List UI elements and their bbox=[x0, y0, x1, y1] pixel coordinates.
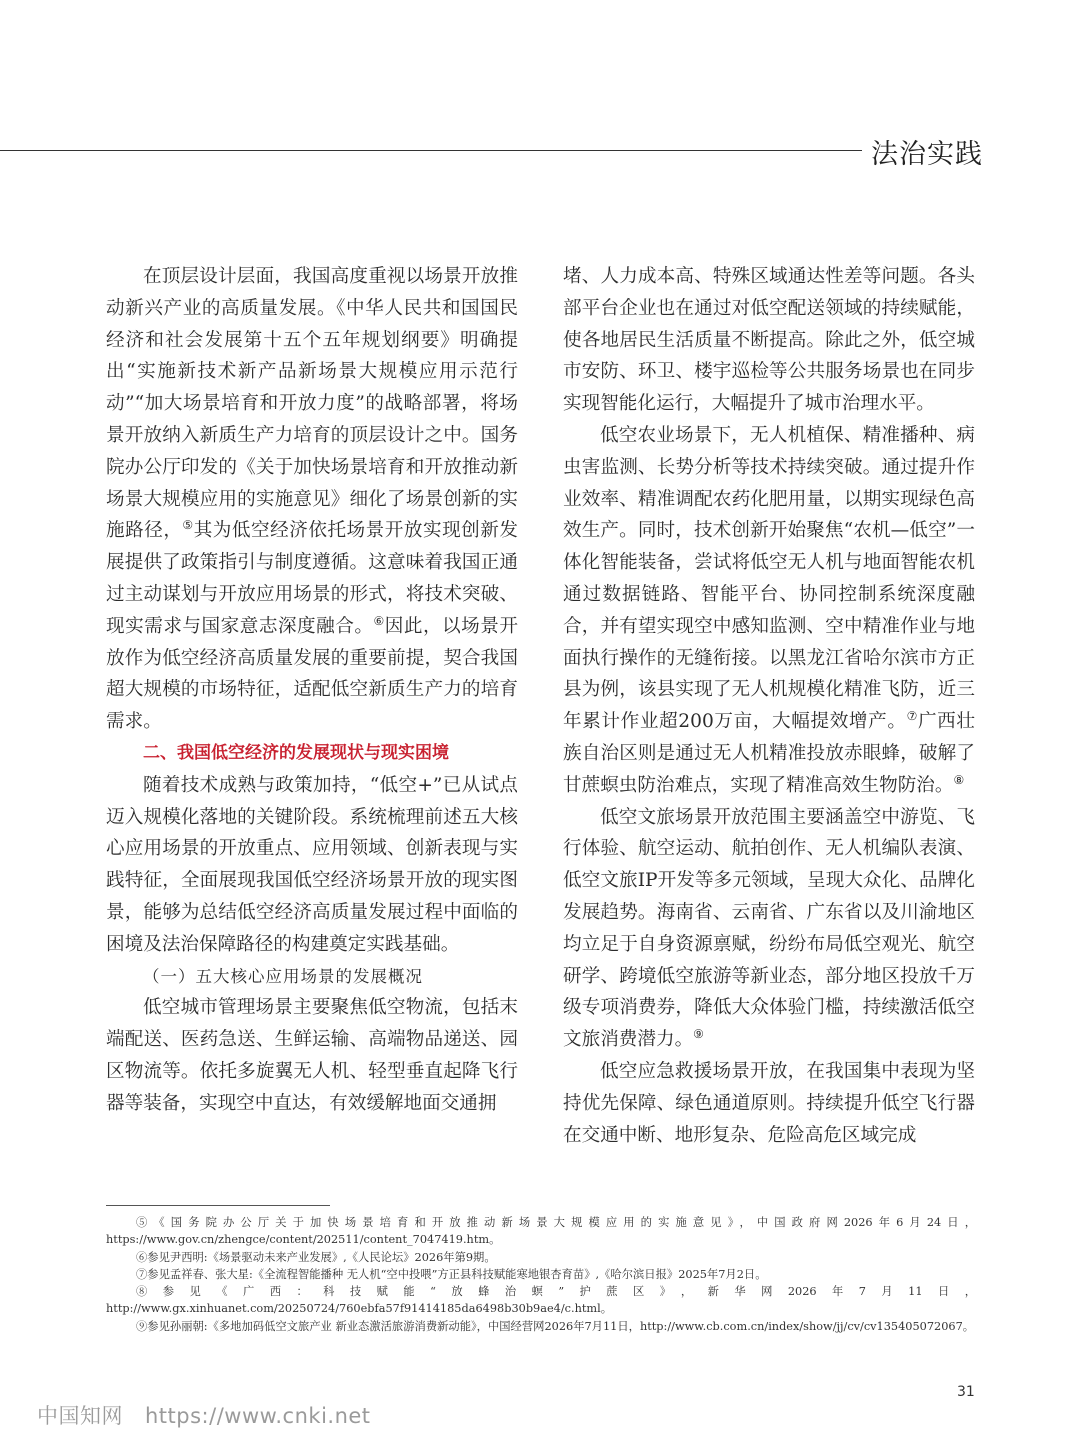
page-number: 31 bbox=[957, 1384, 975, 1400]
section-title: 法治实践 bbox=[871, 139, 983, 170]
footnote-ref-9[interactable]: ⑨ bbox=[693, 1027, 704, 1042]
header-rule bbox=[0, 150, 862, 151]
watermark-url[interactable]: https://www.cnki.net bbox=[145, 1404, 371, 1428]
watermark bbox=[37, 1400, 371, 1430]
footnote-ref-6[interactable]: ⑥ bbox=[373, 613, 385, 628]
footnote: ⑤《国务院办公厅关于加快场景培育和开放推动新场景大规模应用的实施意见》，中国政府网2026年6月24日，https://www.gov.cn/zhengce/content/202511/content_7047419.htm。 bbox=[106, 1216, 976, 1247]
paragraph-text: 因此，以场景开放作为低空经济高质量发展的重要前提，契合我国超大规模的市场特征，适配低空新质生产力的培育需求。 bbox=[106, 615, 518, 733]
footnote: ⑦参见孟祥春、张大星:《全流程智能播种 无人机“空中投喂”方正县科技赋能寒地银杏育苗》,《哈尔滨日报》2025年7月2日。 bbox=[136, 1267, 767, 1281]
section-heading: 二、我国低空经济的发展现状与现实困境 bbox=[143, 742, 449, 763]
paragraph-text: 广西壮族自治区则是通过无人机精准投放赤眼蜂，破解了甘蔗螟虫防治难点，实现了精准高效生物防治。 bbox=[563, 711, 975, 796]
footnote: ⑥参见尹西明:《场景驱动未来产业发展》,《人民论坛》2026年第9期。 bbox=[136, 1250, 496, 1264]
subsection-heading: （一）五大核心应用场景的发展概况 bbox=[143, 966, 423, 986]
footnote-rule bbox=[106, 1205, 330, 1206]
footnote-ref-5[interactable]: ⑤ bbox=[182, 518, 194, 533]
footnote: ⑧参见《广西：科技赋能“放蜂治螟”护蔗区》，新华网2026年7月11日，http://www.gx.xinhuanet.com/20250724/760ebfa57f91414185da6498b30b9ae4/c.html。 bbox=[106, 1285, 976, 1316]
paragraph: 堵、人力成本高、特殊区域通达性差等问题。各头部平台企业也在通过对低空配送领域的持续赋能，使各地居民生活质量不断提高。除此之外，低空城市安防、环卫、楼宇巡检等公共服务场景也在同步实现智能化运行，大幅提升了城市治理水平。 bbox=[563, 266, 975, 415]
paragraph bbox=[563, 802, 975, 1056]
paragraph-text: 低空农业场景下，无人机植保、精准播种、病虫害监测、长势分析等技术持续突破。通过提升作业效率、精准调配农药化肥用量，以期实现绿色高效生产。同时，技术创新开始聚焦“农机—低空”一体化智能装备，尝试将低空无人机与地面智能农机通过数据链路、智能平台、协同控制系统深度融合，并有望实现空中感知监测、空中精准作业与地面执行操作的无缝衔接。以黑龙江省哈尔滨市方正县为例，该县实现了无人机规模化精准飞防，近三年累计作业超200万亩，大幅提效增产。 bbox=[563, 424, 975, 733]
paragraph-text: 其为低空经济依托场景开放实现创新发展提供了政策指引与制度遵循。这意味着我国正通过主动谋划与开放应用场景的形式，将技术突破、现实需求与国家意志深度融合。 bbox=[106, 520, 518, 637]
left-column bbox=[106, 261, 518, 1120]
footnote-ref-7[interactable]: ⑦ bbox=[906, 709, 918, 724]
paragraph: 低空城市管理场景主要聚焦低空物流，包括末端配送、医药急送、生鲜运输、高端物品递送、园区物流等。依托多旋翼无人机、轻型垂直起降飞行器等装备，实现空中直达，有效缓解地面交通拥 bbox=[106, 997, 518, 1114]
footnote-ref-8[interactable]: ⑧ bbox=[953, 772, 965, 787]
paragraph-text: 低空文旅场景开放范围主要涵盖空中游览、飞行体验、航空运动、航拍创作、无人机编队表演、低空文旅IP开发等多元领域，呈现大众化、品牌化发展趋势。海南省、云南省、广东省以及川渝地区均立足于自身资源禀赋，纷纷布局低空观光、航空研学、跨境低空旅游等新业态，部分地区投放千万级专项消费券，降低大众体验门槛，持续激活低空文旅消费潜力。 bbox=[563, 806, 975, 1051]
paragraph: 低空应急救援场景开放，在我国集中表现为坚持优先保障、绿色通道原则。持续提升低空飞行器在交通中断、地形复杂、危险高危区域完成 bbox=[563, 1060, 975, 1146]
footnotes bbox=[106, 1214, 976, 1335]
paragraph-text: 在顶层设计层面，我国高度重视以场景开放推动新兴产业的高质量发展。《中华人民共和国国民经济和社会发展第十五个五年规划纲要》明确提出“实施新技术新产品新场景大规模应用示范行动”“加大场景培育和开放力度”的战略部署，将场景开放纳入新质生产力培育的顶层设计之中。国务院办公厅印发的《关于加快场景培育和开放推动新场景大规模应用的实施意见》细化了场景创新的实施路径， bbox=[106, 266, 518, 542]
paragraph bbox=[563, 420, 975, 802]
watermark-brand: 中国知网 bbox=[37, 1404, 123, 1428]
paragraph: 随着技术成熟与政策加持，“低空+”已从试点迈入规模化落地的关键阶段。系统梳理前述五大核心应用场景的开放重点、应用领域、创新表现与实践特征，全面展现我国低空经济场景开放的现实图景，能够为总结低空经济高质量发展过程中面临的困境及法治保障路径的构建奠定实践基础。 bbox=[106, 774, 518, 955]
paragraph bbox=[106, 261, 518, 738]
right-column bbox=[563, 261, 975, 1151]
footnote: ⑨参见孙丽朝:《多地加码低空文旅产业 新业态激活旅游消费新动能》，中国经营网2026年7月11日，http://www.cb.com.cn/index/show/jj/cv/cv135405072067。 bbox=[136, 1319, 975, 1333]
